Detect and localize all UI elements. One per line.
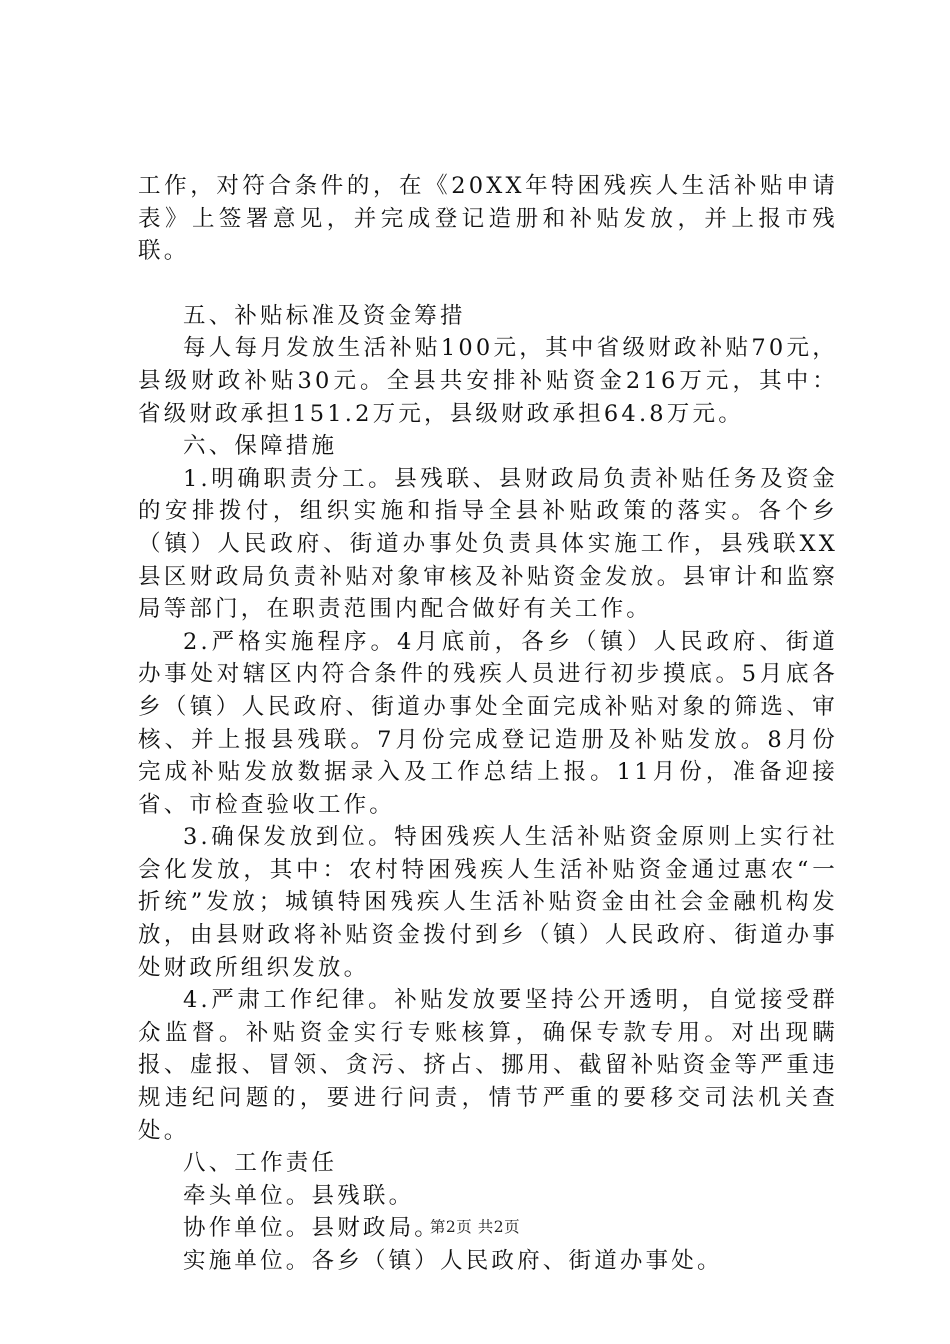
heading-safeguard-measures: 六、保障措施 [183,433,338,460]
document-body [138,170,838,1278]
paragraph-measure-2: 2.严格实施程序。4月底前，各乡（镇）人民政府、街道办事处对辖区内符合条件的残疾人员进行初步摸底。5月底各乡（镇）人民政府、街道办事处全面完成补贴对象的筛选、审核、并上报县残联。7月份完成登记造册及补贴发放。8月份完成补贴发放数据录入及工作总结上报。11月份，准备迎接省、市检查验收工作。 [138,628,838,818]
paragraph-measure-1: 1.明确职责分工。县残联、县财政局负责补贴任务及资金的安排拨付，组织实施和指导全县补贴政策的落实。各个乡（镇）人民政府、街道办事处负责具体实施工作，县残联XX县区财政局负责补贴对象审核及补贴资金发放。县审计和监察局等部门，在职责范围内配合做好有关工作。 [138,465,838,623]
paragraph-measure-3: 3.确保发放到位。特困残疾人生活补贴资金原则上实行社会化发放，其中：农村特困残疾人生活补贴资金通过惠农“一折统”发放；城镇特困残疾人生活补贴资金由社会金融机构发放，由县财政将补贴资金拨付到乡（镇）人民政府、街道办事处财政所组织发放。 [138,824,838,981]
heading-subsidy-standard: 五、补贴标准及资金筹措 [183,302,466,329]
paragraph-subsidy-amounts: 每人每月发放生活补贴100元，其中省级财政补贴70元，县级财政补贴30元。全县共安排补贴资金216万元，其中：省级财政承担151.2万元，县级财政承担64.8万元。 [138,335,838,427]
heading-work-responsibility: 八、工作责任 [183,1150,338,1177]
paragraph-intro-continuation: 工作，对符合条件的，在《20XX年特困残疾人生活补贴申请表》上签署意见，并完成登记造册和补贴发放，并上报市残联。 [138,173,838,265]
paragraph-measure-4: 4.严肃工作纪律。补贴发放要坚持公开透明，自觉接受群众监督。补贴资金实行专账核算，确保专款专用。对出现瞒报、虚报、冒领、贪污、挤占、挪用、截留补贴资金等严重违规违纪问题的，要进行问责，情节严重的要移交司法机关查处。 [138,987,838,1144]
page-number-footer: 第2页 共2页 [429,1218,521,1236]
paragraph-cooperating-unit: 协作单位。县财政局。 [183,1215,441,1242]
paragraph-implementing-unit: 实施单位。各乡（镇）人民政府、街道办事处。 [183,1248,723,1274]
paragraph-lead-unit: 牵头单位。县残联。 [183,1182,415,1209]
